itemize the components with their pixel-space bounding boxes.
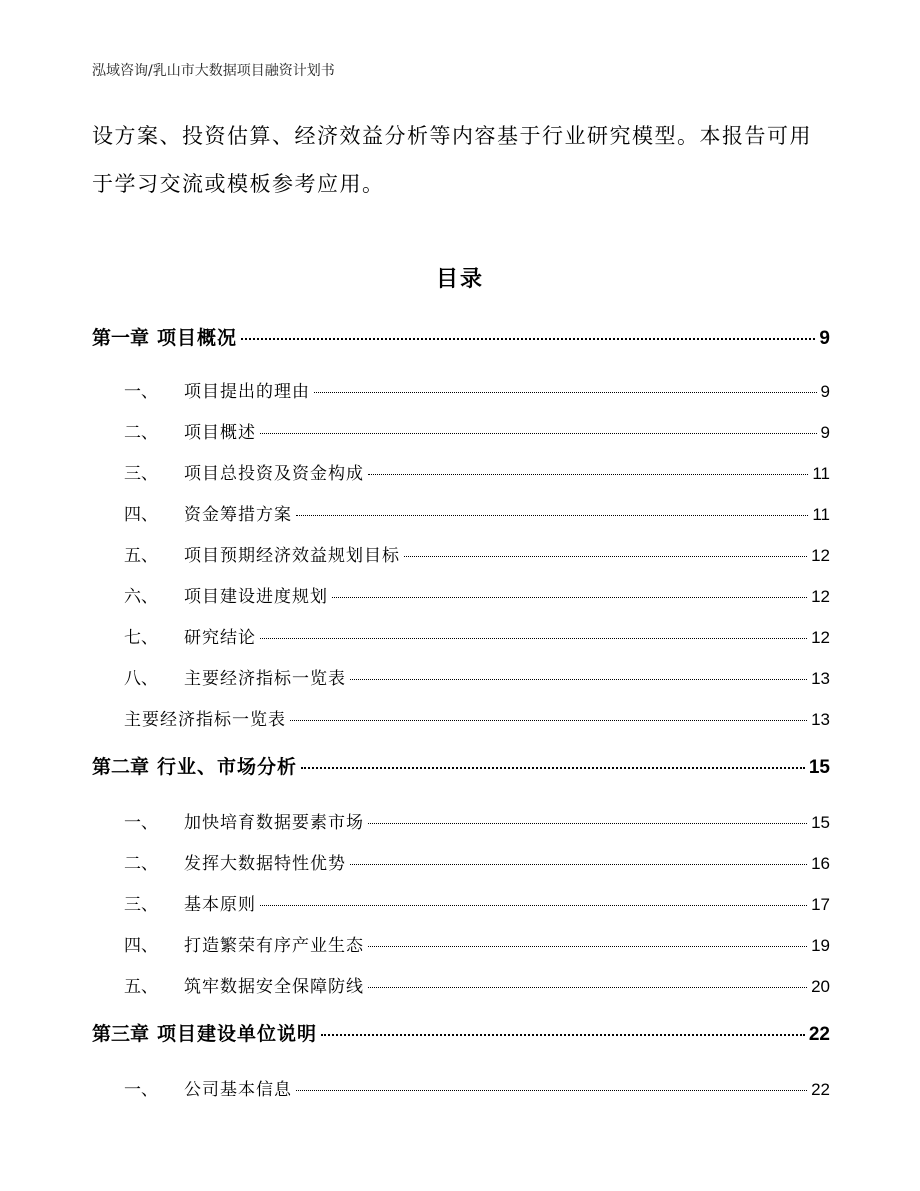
toc-page-number: 20: [811, 977, 830, 996]
toc-entry-text: 主要经济指标一览表: [184, 669, 346, 689]
toc-entry-text: 项目建设进度规划: [184, 587, 328, 607]
toc-entry-number: 四、: [124, 936, 158, 956]
dot-leader: [321, 1034, 805, 1036]
dot-leader: [332, 597, 807, 598]
toc-section-entry[interactable]: [92, 890, 830, 916]
dot-leader: [350, 679, 807, 680]
dot-leader: [368, 987, 807, 988]
toc-page-number: 9: [820, 382, 830, 401]
toc-page-number: 9: [820, 423, 830, 442]
toc-section-entry[interactable]: [92, 972, 830, 998]
toc-entry-label: [92, 541, 400, 566]
toc-entry-text: 加快培育数据要素市场: [184, 813, 364, 833]
toc-chapter-entry[interactable]: [92, 1019, 830, 1049]
toc-entry-text: 资金筹措方案: [184, 505, 292, 525]
toc-entry-number: 一、: [124, 382, 158, 402]
toc-entry-number: 四、: [124, 505, 158, 525]
toc-entry-text: 项目预期经济效益规划目标: [184, 546, 400, 566]
toc-entry-number: 第二章: [92, 756, 150, 778]
toc-page-number: 16: [811, 854, 830, 873]
toc-page-number: 13: [811, 669, 830, 688]
intro-paragraph: 设方案、投资估算、经济效益分析等内容基于行业研究模型。本报告可用于学习交流或模板参考应用。: [92, 124, 812, 196]
toc-entry-text: 行业、市场分析: [157, 756, 298, 778]
toc-section-entry[interactable]: [92, 418, 830, 444]
toc-page-number: 9: [819, 328, 830, 349]
dot-leader: [260, 433, 817, 434]
toc-entry-text: 项目概况: [157, 327, 238, 349]
toc-section-entry[interactable]: [92, 705, 830, 731]
toc-page-number: 11: [812, 505, 830, 524]
toc-entry-number: 二、: [124, 423, 158, 443]
dot-leader: [368, 946, 807, 947]
toc-entry-number: 三、: [124, 895, 158, 915]
toc-entry-text: 项目总投资及资金构成: [184, 464, 364, 484]
toc-title: 目录: [435, 267, 484, 292]
toc-page-number: 12: [811, 628, 830, 647]
dot-leader: [301, 767, 805, 769]
toc-entry-text: 公司基本信息: [184, 1080, 292, 1100]
toc-section-entry[interactable]: [92, 377, 830, 403]
toc-entry-text: 打造繁荣有序产业生态: [184, 936, 364, 956]
toc-entry-label: [92, 459, 364, 484]
dot-leader: [368, 823, 807, 824]
dot-leader: [314, 392, 817, 393]
toc-entry-number: 一、: [124, 1080, 158, 1100]
toc-entry-text: 基本原则: [184, 895, 256, 915]
toc-section-entry[interactable]: [92, 931, 830, 957]
toc-entry-label: [92, 1075, 292, 1100]
toc-entry-label: [92, 418, 256, 443]
dot-leader: [296, 1090, 807, 1091]
toc-entry-number: 五、: [124, 977, 158, 997]
toc-page-number: 11: [812, 464, 830, 483]
toc-page-number: 17: [811, 895, 830, 914]
toc-section-entry[interactable]: [92, 664, 830, 690]
toc-page-number: 13: [811, 710, 830, 729]
toc-entry-text: 筑牢数据安全保障防线: [184, 977, 364, 997]
toc-entry-number: 二、: [124, 854, 158, 874]
dot-leader: [260, 638, 807, 639]
toc-section-entry[interactable]: [92, 623, 830, 649]
toc-entry-label: [92, 931, 364, 956]
toc-entry-text: 项目提出的理由: [184, 382, 310, 402]
toc-entry-label: [92, 890, 256, 915]
toc-entry-text: 发挥大数据特性优势: [184, 854, 346, 874]
toc-entry-label: [92, 849, 346, 874]
running-header: 泓域咨询/乳山市大数据项目融资计划书: [92, 63, 335, 79]
toc-entry-number: 第一章: [92, 327, 150, 349]
toc-entry-label: [92, 582, 328, 607]
toc-entry-label: [92, 377, 310, 402]
toc-page-number: 12: [811, 546, 830, 565]
toc-entry-label: [92, 972, 364, 997]
toc-page-number: 22: [811, 1080, 830, 1099]
dot-leader: [290, 720, 807, 721]
toc-entry-number: 第三章: [92, 1023, 150, 1045]
toc-section-entry[interactable]: [92, 582, 830, 608]
toc-section-entry[interactable]: [92, 1075, 830, 1101]
toc-section-entry[interactable]: [92, 459, 830, 485]
toc-entry-label: [92, 1019, 317, 1046]
toc-section-entry[interactable]: [92, 849, 830, 875]
dot-leader: [368, 474, 808, 475]
toc-section-entry[interactable]: [92, 808, 830, 834]
toc-page-number: 15: [808, 757, 830, 778]
toc-entry-number: 六、: [124, 587, 158, 607]
toc-entry-number: 五、: [124, 546, 158, 566]
dot-leader: [241, 338, 815, 340]
toc-section-entry[interactable]: [92, 541, 830, 567]
toc-entry-number: 八、: [124, 669, 158, 689]
toc-entry-label: [92, 808, 364, 833]
toc-entry-text: 项目建设单位说明: [157, 1023, 318, 1045]
toc-section-entry[interactable]: [92, 500, 830, 526]
toc-entry-number: 一、: [124, 813, 158, 833]
dot-leader: [350, 864, 807, 865]
toc-page-number: 22: [808, 1024, 830, 1045]
toc-entry-text: 主要经济指标一览表: [124, 710, 286, 730]
toc-page-number: 12: [811, 587, 830, 606]
toc-entry-label: [92, 664, 346, 689]
toc-entry-label: [92, 705, 286, 730]
dot-leader: [404, 556, 807, 557]
toc-entry-label: [92, 500, 292, 525]
toc-entry-label: [92, 752, 297, 779]
toc-entry-number: 七、: [124, 628, 158, 648]
toc-entry-label: [92, 323, 237, 350]
toc-chapter-entry[interactable]: [92, 323, 830, 353]
toc-entry-text: 研究结论: [184, 628, 256, 648]
toc-chapter-entry[interactable]: [92, 752, 830, 782]
dot-leader: [296, 515, 808, 516]
toc-page-number: 19: [811, 936, 830, 955]
toc-entry-label: [92, 623, 256, 648]
toc-entry-text: 项目概述: [184, 423, 256, 443]
toc-page-number: 15: [811, 813, 830, 832]
dot-leader: [260, 905, 807, 906]
toc-entry-number: 三、: [124, 464, 158, 484]
